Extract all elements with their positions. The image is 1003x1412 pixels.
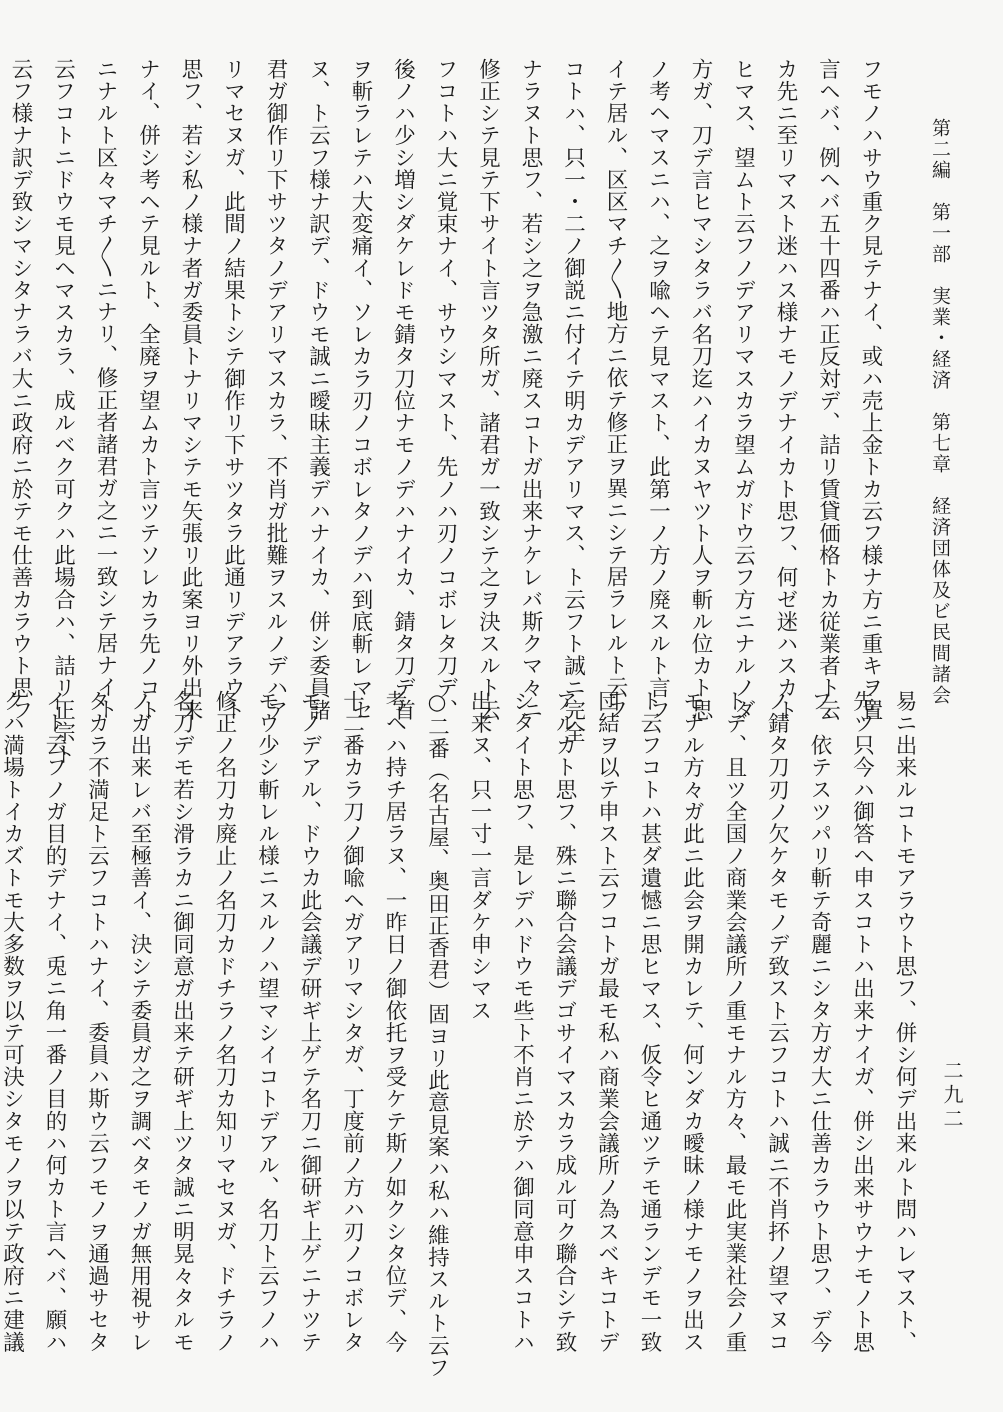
lower-text-block	[0, 690, 925, 1379]
text-line: モウ少シ斬レル様ニスルノハ望マシイコトデアル、名刀ト云フノハ	[254, 690, 280, 1353]
page-number: 二九二	[940, 1060, 964, 1132]
text-line: ヒマス、望ムト云フノデアリマスカラ望ムガドウ云フ方ニナルノダ	[730, 58, 756, 721]
text-line: 云フ様ナ訳デ致シマシタナラバ大ニ政府ニ於テモ仕善カラウト思フ	[8, 58, 33, 721]
text-line: ○二番（名古屋、奥田正香君）固ヨリ此意見案ハ私ハ維持スルト云フ	[424, 690, 450, 1379]
text-line: ナイ、併シ考ヘテ見ルト、全廃ヲ望ムカト言ツテソレカラ先ノコト	[135, 58, 161, 721]
text-line: トデ、且ツ全国ノ商業会議所ノ重モナル方々、最モ此実業社会ノ重	[722, 690, 747, 1353]
text-line: クハ満場トイカズトモ大多数ヲ以テ可決シタモノヲ以テ政府ニ建議	[0, 690, 25, 1353]
text-line: 先ツ只今ハ御答ヘ申スコトハ出来ナイガ、併シ出来サウナモノト思	[849, 690, 875, 1353]
text-line: 団結ヲ以テ申スト云フコトガ最モ私ハ商業会議所ノ為スベキコトデ	[594, 690, 620, 1353]
text-line: ノ錆タ刀刃ノ欠ケタモノデ致スト云フコトハ誠ニ不肖抔ノ望マヌコ	[764, 690, 790, 1353]
running-header: 第二編 第一部 実業・経済 第七章 経済団体及ビ民間諸会	[929, 118, 951, 706]
text-line: モノデアル、ドウカ此会議デ研ギ上ゲテ名刀ニ御研ギ上ゲニナツテ	[297, 690, 322, 1353]
text-line: モナル方々ガ此ニ此会ヲ開カレテ、何ンダカ曖昧ノ様ナモノヲ出ス	[679, 690, 705, 1353]
text-line: 君ガ御作リ下サツタノデアリマスカラ、不肖ガ批難ヲスルノデハア	[263, 58, 288, 721]
text-line: ナラヌト思フ、若シ之ヲ急激ニ廃スコトガ出来ナケレバ斯クマ々ニ	[518, 58, 543, 721]
text-line: 考ヘハ持チ居ラヌ、一昨日ノ御依托ヲ受ケテ斯ノ如クシタ位デ、今	[382, 690, 407, 1353]
text-line: 言ヘバ、例ヘバ五十四番ハ正反対デ、詰リ賃貸価格トカ従業者ト云	[815, 58, 841, 721]
text-line: 出来ヌ、只一寸一言ダケ申シマス	[467, 690, 492, 1022]
text-line: カ先ニ至リマスト迷ハス様ナモノデナイカト思フ、何ゼ迷ハスカト	[773, 58, 798, 721]
upper-text-block	[8, 58, 891, 766]
text-line: リマセヌガ、此間ノ結果トシテ御作リ下サツタラ此通リデアラウト	[220, 58, 246, 721]
text-line: ノガ出来レバ至極善イ、決シテ委員ガ之ヲ調ベタモノガ無用視サレ	[127, 690, 152, 1353]
text-line: 後ノハ少シ増シダケレドモ錆タ刀位ナモノデハナイカ、錆タ刀デ首	[390, 58, 416, 721]
text-line: ヌ、ト云フ様ナ訳デ、ドウモ誠ニ曖昧主義デハナイカ、併シ委員諸	[305, 58, 331, 721]
text-line: 思フ、若シ私ノ様ナ者ガ委員トナリマシテモ矢張リ此案ヨリ外出来	[178, 58, 203, 721]
text-line: ヲ斬ラレテハ大変痛イ、ソレカラ刃ノコボレタノデハ到底斬レマセ	[348, 58, 373, 721]
text-line: 方ガ、刀デ言ヒマシタラバ名刀迄ハイカヌヤツト人ヲ斬ル位カト思	[688, 58, 713, 721]
text-line: ニナルト区々マチ〳〵ニナリ、修正者諸君ガ之ニ一致シテ居ナイト	[93, 58, 118, 721]
text-line: シタイト思フ、是レデハドウモ些ト不肖ニ於テハ御同意申スコトハ	[509, 690, 535, 1353]
text-line: 云フコトニドウモ見ヘマスカラ、成ルベク可クハ此場合ハ、詰リ正宗ト	[50, 58, 76, 766]
text-line: 修正ノ名刀カ廃止ノ名刀カドチラノ名刀カ知リマセヌガ、ドチラノ	[212, 690, 237, 1353]
text-line: コトハ、只一・二ノ御説ニ付イテ明カデアリマス、ト云フト誠ニ完全	[560, 58, 586, 744]
text-line: イト云フノガ目的デナイ、兎ニ角一番ノ目的ハ何カト言ヘバ、願ハ	[42, 690, 67, 1353]
text-line: ノ考ヘマスニハ、之ヲ喩ヘテ見マスト、此第一ノ方ノ廃スルト言フ	[645, 58, 671, 721]
text-line: イテ居ル、区区マチ〳〵地方ニ依テ修正ヲ異ニシテ居ラレルト云フ	[603, 58, 628, 721]
text-line: タカラ不満足ト云フコトハナイ、委員ハ斯ウ云フモノヲ通過サセタ	[84, 690, 110, 1353]
text-line: 易ニ出来ルコトモアラウト思フ、併シ何デ出来ルト問ハレマスト、	[892, 690, 917, 1353]
text-line: 十二番カラ刀ノ御喩ヘガアリマシタガ、丁度前ノ方ハ刃ノコボレタ	[339, 690, 365, 1353]
text-line: アルカト思フ、殊ニ聯合会議デゴサイマスカラ成ル可ク聯合シテ致	[552, 690, 577, 1353]
text-line: フモノハサウ重ク見テナイ、或ハ売上金トカ云フ様ナ方ニ重キヲ置	[858, 58, 883, 721]
text-line: ト云フコトハ甚ダ遺憾ニ思ヒマス、仮令ヒ通ツテモ通ランデモ一致	[637, 690, 662, 1353]
text-line: フ、依テスツパリ斬テ奇麗ニシタ方ガ大ニ仕善カラウト思フ、デ今	[807, 690, 832, 1353]
text-line: 名刀デモ若シ滑ラカニ御同意ガ出来テ研ギ上ツタ誠ニ明晃々タルモ	[169, 690, 195, 1353]
text-line: 修正シテ見テ下サイト言ツタ所ガ、諸君ガ一致シテ之ヲ決スルト云	[475, 58, 501, 721]
text-line: フコトハ大ニ覚束ナイ、サウシマスト、先ノハ刃ノコボレタ刀デ、	[433, 58, 458, 721]
